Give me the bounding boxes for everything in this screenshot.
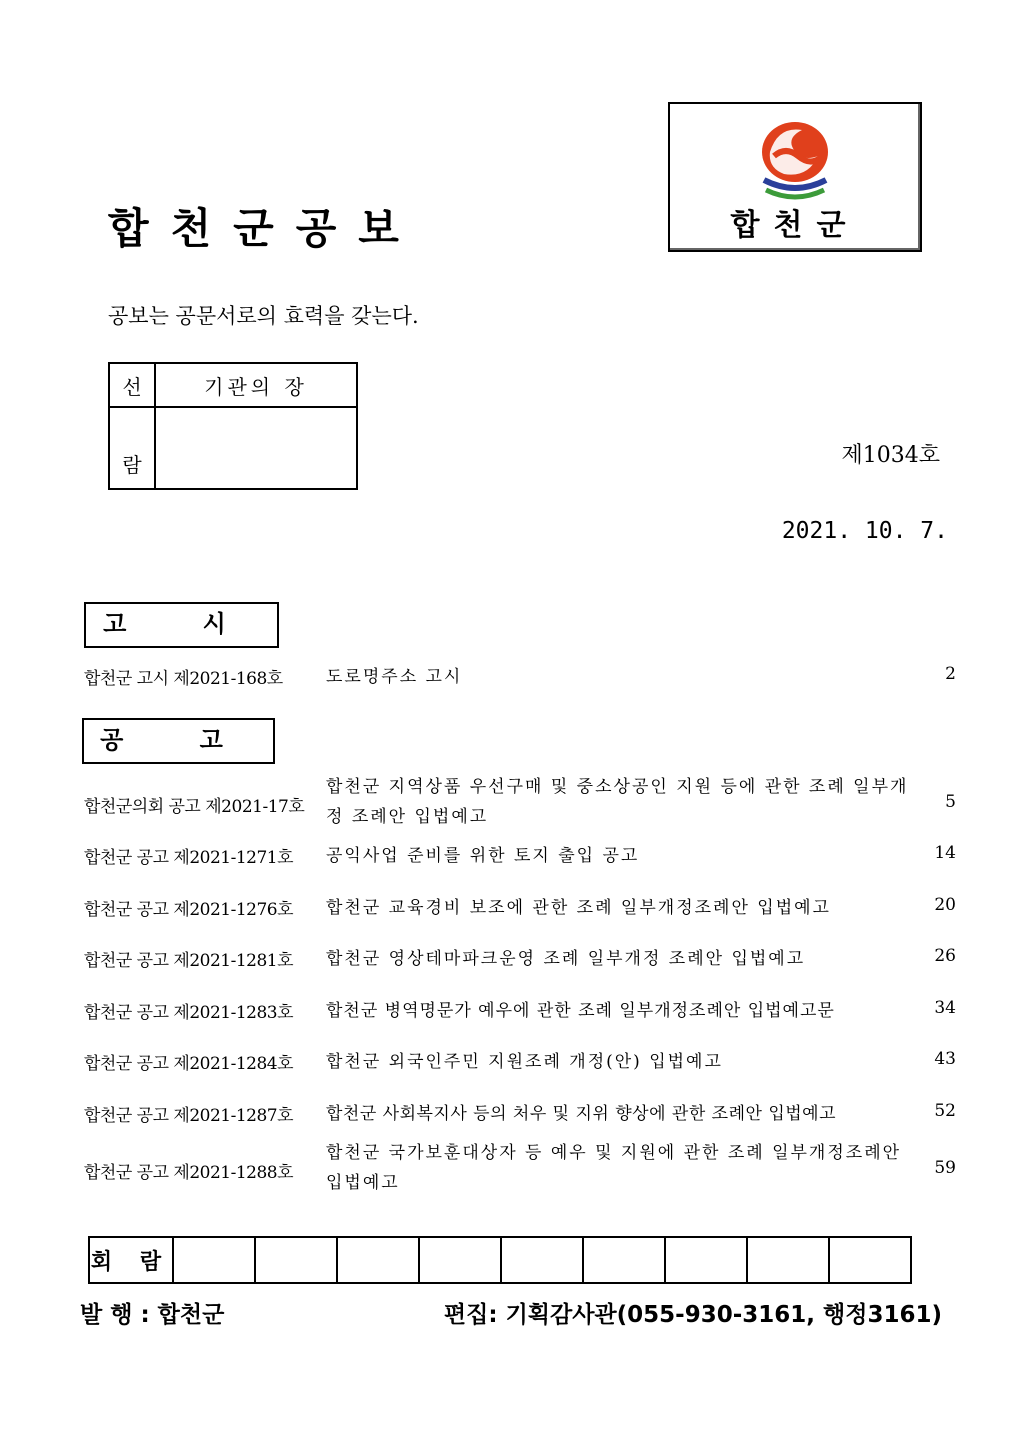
entry-page: 26 [934, 946, 956, 966]
editor-contact: 편집: 기획감사관(055-930-3161, 행정3161) [443, 1302, 942, 1328]
entry-code: 합천군 공고 제2021-1276호 [84, 900, 294, 920]
entry-desc: 합천군 외국인주민 지원조례 개정(안) 입법예고 [326, 1052, 723, 1072]
review-cell[interactable] [173, 1237, 255, 1283]
entry-code: 합천군 공고 제2021-1288호 [84, 1163, 294, 1183]
entry-desc: 합천군 영상테마파크운영 조례 일부개정 조례안 입법예고 [326, 949, 806, 969]
issue-number: 제1034호 [841, 443, 940, 468]
announcement-entry[interactable] [84, 946, 956, 974]
sign-label-bottom: 람 [109, 407, 155, 489]
sign-area [155, 407, 357, 489]
entry-page: 14 [934, 843, 956, 863]
announcement-entry[interactable] [84, 1138, 956, 1200]
entry-code: 합천군의회 공고 제2021-17호 [84, 797, 305, 817]
entry-page: 52 [934, 1101, 956, 1121]
entry-page: 20 [934, 895, 956, 915]
entry-page: 43 [934, 1049, 956, 1069]
entry-desc: 합천군 국가보훈대상자 등 예우 및 지원에 관한 조례 일부개정조례안 입법예고 [326, 1143, 902, 1193]
review-label: 회 람 [89, 1237, 173, 1283]
tagline: 공보는 공문서로의 효력을 갖는다. [108, 304, 419, 328]
entry-desc: 도로명주소 고시 [326, 667, 463, 687]
notice-entry[interactable] [84, 664, 956, 692]
announcement-entry[interactable] [84, 772, 956, 834]
announcement-entry[interactable] [84, 1049, 956, 1077]
sign-box [108, 362, 358, 490]
entry-page: 5 [945, 792, 956, 812]
entry-desc: 공익사업 준비를 위한 토지 출입 공고 [326, 846, 640, 866]
entry-code: 합천군 고시 제2021-168호 [84, 669, 283, 689]
entry-page: 34 [934, 998, 956, 1018]
announcement-entry[interactable] [84, 1101, 956, 1129]
entry-page: 2 [945, 664, 956, 684]
entry-desc: 합천군 지역상품 우선구매 및 중소상공인 지원 등에 관한 조례 일부개정 조례안 입법예고 [326, 777, 909, 827]
logo-text: 합천군 [730, 208, 860, 243]
entry-code: 합천군 공고 제2021-1281호 [84, 951, 294, 971]
notice-heading: 고 시 [84, 602, 279, 648]
entry-desc: 합천군 병역명문가 예우에 관한 조례 일부개정조례안 입법예고문 [326, 1001, 835, 1021]
publisher: 발 행 : 합천군 [80, 1302, 225, 1328]
page-title: 합천군공보 [108, 204, 421, 253]
announcement-entry[interactable] [84, 895, 956, 923]
entry-code: 합천군 공고 제2021-1283호 [84, 1003, 294, 1023]
review-cell[interactable] [665, 1237, 747, 1283]
entry-desc: 합천군 교육경비 보조에 관한 조례 일부개정조례안 입법예고 [326, 898, 831, 918]
sign-label-top: 선 [109, 363, 155, 407]
review-cell[interactable] [419, 1237, 501, 1283]
review-cell[interactable] [255, 1237, 337, 1283]
announcement-entry[interactable] [84, 998, 956, 1026]
review-cell[interactable] [583, 1237, 665, 1283]
review-cell[interactable] [501, 1237, 583, 1283]
review-cell[interactable] [337, 1237, 419, 1283]
issue-date: 2021. 10. 7. [781, 518, 948, 544]
entry-desc: 합천군 사회복지사 등의 처우 및 지위 향상에 관한 조례안 입법예고 [326, 1104, 837, 1124]
entry-code: 합천군 공고 제2021-1284호 [84, 1054, 294, 1074]
logo-box [668, 102, 922, 252]
review-cell[interactable] [829, 1237, 911, 1283]
entry-code: 합천군 공고 제2021-1271호 [84, 848, 294, 868]
entry-page: 59 [934, 1158, 956, 1178]
hapcheon-emblem-icon [750, 116, 840, 206]
review-cell[interactable] [747, 1237, 829, 1283]
announcement-heading: 공 고 [82, 718, 275, 764]
announcement-entry[interactable] [84, 843, 956, 871]
entry-code: 합천군 공고 제2021-1287호 [84, 1106, 294, 1126]
review-table [88, 1236, 912, 1284]
sign-head: 기관의 장 [155, 363, 357, 407]
